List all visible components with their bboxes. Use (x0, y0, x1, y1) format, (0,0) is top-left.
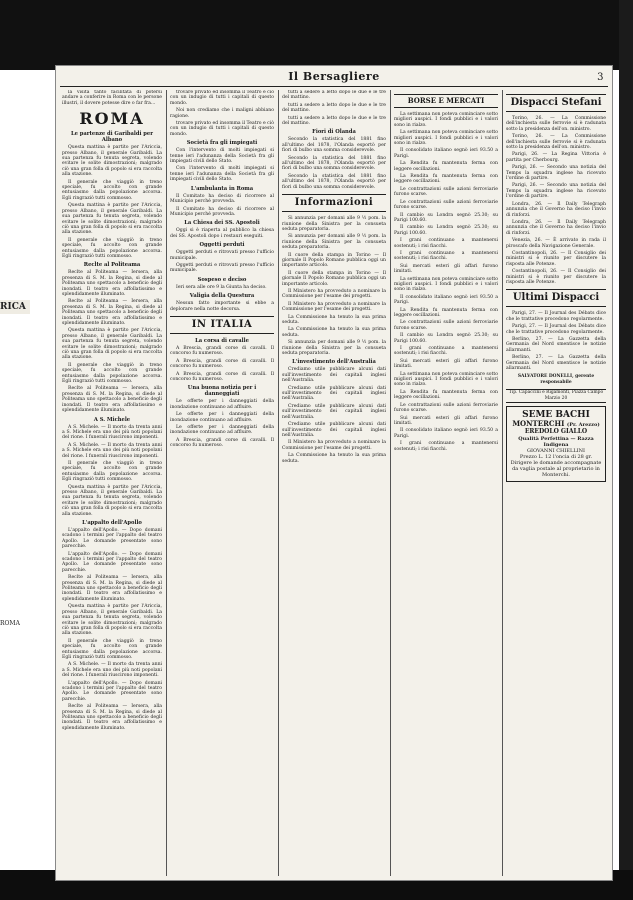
column-3 (282, 90, 386, 876)
ad-brand-name: MONTERCHI (512, 419, 565, 429)
col3-text-5b: Il Ministero ha provveduto a nominare la Commissione per l'esame dei progetti. (282, 301, 386, 313)
col1-body-1d: Questa mattina è partito per l'Ariccia, presso Albano, il generale Garibaldi. La sua partenza fu tenuta segreta, volendo evitare le solite dimostrazioni; malgrado ciò una gran folla di popolo si era raccolta alla stazione. (62, 484, 162, 517)
col5-dispatch-1: Torino, 26. — La Commissione dell'inchiesta sulle ferrovie si è radunata sotto la presidenza dell'on. ministro. (506, 116, 606, 132)
col5-dispatch-3b: Parigi, 26. — Secondo una notizia del Temps la squadra inglese ha ricevuto l'ordine di partire. (506, 183, 606, 200)
col1-body-2: Il generale che viaggiò in treno speciale, fu accolto con grande entusiasmo dalla popolazione accorsa. Egli ringraziò tutti commosso. (62, 179, 162, 201)
masthead-rule (60, 86, 608, 87)
col3-text-2c: Secondo la statistica del 1881 fino all'ultimo del 1878, l'Olanda esportò per fiori di bulbo una somma considerevole. (282, 173, 386, 190)
col2-text-10b: Le offerte per i danneggiati della inondazione continuano ad affluire. (170, 412, 274, 423)
col1-subheading-1: Le partenze di Garibaldi per Albano (71, 131, 153, 144)
col5-dispatch-6: Costantinopoli, 26. — Il Consiglio dei ministri si è riunito per discutere la risposta alle Potenze. (506, 250, 606, 267)
col4-text-1c: La settimana non poteva cominciare sotto migliori auspici. I fondi pubblici e i valori sono in rialzo. (394, 276, 498, 293)
col3-subheading-2: L'investimento dell'Australia (292, 359, 376, 366)
col2-text-7: Ieri sera alle ore 9 la Giunta ha deciso. (176, 284, 267, 290)
col4-text-2: Il consolidato italiano segnò ieri 93.50 a Parigi. (394, 148, 498, 159)
col2-text-10c: Le offerte per i danneggiati della inondazione continuano ad affluire. (170, 425, 274, 436)
col4-text-1d: La settimana non poteva cominciare sotto migliori auspici. I fondi pubblici e i valori sono in rialzo. (394, 371, 498, 388)
col3-text-1c: tutti a sedere a letto dopo le due e le tre del mattino. (282, 115, 386, 127)
section-heading-in-italia: IN ITALIA (170, 316, 274, 334)
printer-line: Tip. Capaccini e Rigamonti, Piazza Campo Marzio 20 (506, 389, 606, 403)
col5-dispatch-7b: Parigi, 27. — Il Journal des Débats dice che le trattative procedono regolarmente. (506, 324, 606, 335)
col1-body-3d: Reclte al Politeama — Iersera, alla presenza di S. M. la Regina, si diede al Politeama uno spettacolo a beneficio degli inondati. Il teatro era affollatissimo e splendidamente illuminato. (62, 575, 162, 602)
col2-subheading-4: Oggetti perduti (199, 242, 245, 249)
ad-place: (Pr. Arezzo) (566, 422, 600, 429)
column-rule (502, 90, 503, 876)
col2-text-4b: Il Comitato ha deciso di ricorrere al Municipio perché provveda. (170, 206, 274, 217)
col3-text-7b: Crediamo utile pubblicare alcuni dati sull'investimento dei capitali inglesi nell'Australia. (282, 385, 386, 402)
col3-text-3b: Si annunzia per domani alle 9 ½ pom. la riunione della Sinistra per la consueta seduta preparatoria. (282, 234, 386, 251)
col2-text-3: Con l'intervento di molti impiegati si tenne ieri l'adunanza della Società fra gli impiegati civili dello Stato. (170, 148, 274, 165)
col5-dispatch-1b: Torino, 26. — La Commissione dell'inchiesta sulle ferrovie si è radunata sotto la presidenza dell'on. ministro. (506, 134, 606, 151)
col3-text-2b: Secondo la statistica del 1881 fino all'ultimo del 1878, l'Olanda esportò per fiori di bulbo una somma considerevole. (282, 155, 386, 172)
column-1 (62, 90, 162, 876)
col2-subheading-3: La Chiesa dei SS. Apostoli (184, 220, 260, 227)
col2-text-1b: trovare privato ed insomma il Teatro e ciò con un indugio di tutti i capitali di questo mondo. (170, 121, 274, 137)
section-heading-roma: ROMA (79, 109, 145, 129)
col5-dispatch-5: Venezia, 26. — È arrivato in rada il piroscafo della Navigazione Generale. (506, 238, 606, 249)
col4-text-7c: Sui mercati esteri gli affari furono limitati. (394, 415, 498, 426)
col5-dispatch-4: Londra, 26. — Il Daily Telegraph annunzia che il Governo ha deciso l'invio di rinforzi. (506, 201, 606, 218)
ad-line-1: Qualità Perfettina — Razza Indigena (518, 436, 594, 449)
col1-intro: la visita tanto facilitata di potersi andare a conferire in Roma con le persone illustri, il dovere potesse dire o far fra... (62, 90, 162, 106)
col4-text-6b: I grani continuano a mantenersi sostenuti; i risi fiacchi. (394, 250, 498, 262)
col1-body-3b: Reclte al Politeama — Iersera, alla presenza di S. M. la Regina, si diede al Politeama uno spettacolo a beneficio degli inondati. Il teatro era affollatissimo e splendidamente illuminato. (62, 299, 162, 326)
col1-body-2b: Il generale che viaggiò in treno speciale, fu accolto con grande entusiasmo dalla popolazione accorsa. Egli ringraziò tutti commosso. (62, 237, 162, 259)
col2-text-5: Oggi si è riaperta al pubblico la chiesa dei SS. Apostoli dopo i restauri eseguiti. (170, 228, 274, 239)
col3-text-5c: Il Ministero ha provveduto a nominare la Commissione per l'esame dei progetti. (282, 440, 386, 451)
page-number: 3 (597, 72, 604, 83)
col3-text-2: Secondo la statistica del 1881 fino all'ultimo del 1878, l'Olanda esportò per fiori di bulbo una somma considerevole. (282, 137, 386, 154)
col1-body-1c: Questa mattina è partito per l'Ariccia, presso Albano, il generale Garibaldi. La sua partenza fu tenuta segreta, volendo evitare le solite dimostrazioni; malgrado ciò una gran folla di popolo si era raccolta alla stazione. (62, 328, 162, 361)
col3-subheading-1: Fiori di Olanda (312, 129, 356, 136)
col3-text-7c: Crediamo utile pubblicare alcuni dati sull'investimento dei capitali inglesi nell'Australia. (282, 403, 386, 420)
section-heading-informazioni: Informazioni (282, 194, 386, 212)
col2-text-4: Il Comitato ha deciso di ricorrere al Municipio perché provveda. (170, 193, 274, 205)
col4-text-3c: La Rendita fu mantenuta ferma con leggere oscillazioni. (394, 307, 498, 318)
column-rule (278, 90, 279, 876)
col1-body-3: Reclte al Politeama — Iersera, alla presenza di S. M. la Regina, si diede al Politeama uno spettacolo a beneficio degli inondati. Il teatro era affollatissimo e splendidamente illuminato. (62, 270, 162, 297)
col4-text-5: Il cambio su Londra segnò 25.30; su Parigi 100.60. (394, 212, 498, 223)
col2-text-3b: Con l'intervento di molti impiegati si tenne ieri l'adunanza della Società fra gli impiegati civili dello Stato. (170, 166, 274, 183)
col2-text-9: A Brescia, grandi corse di cavalli. Il concorso fu numeroso. (170, 345, 274, 357)
col4-text-1: La settimana non poteva cominciare sotto migliori auspici. I fondi pubblici e i valori sono in rialzo. (394, 112, 498, 128)
col1-subheading-4: L'appalto dell'Apollo (82, 520, 142, 526)
column-5 (506, 90, 606, 876)
col4-text-4b: Le contrattazioni sulle azioni ferroviarie furono scarse. (394, 199, 498, 211)
col5-dispatch-7: Parigi, 27. — Il Journal des Débats dice che le trattative procedono regolarmente. (506, 311, 606, 322)
ad-name: EREDOLO GIALLO (524, 428, 588, 436)
col4-text-5c: Il cambio su Londra segnò 25.30; su Parigi 100.60. (394, 333, 498, 344)
col1-subheading-2: Reclte al Politeama (83, 262, 141, 269)
col2-text-2: Noi non crediamo che i maligni abbiano ragione. (170, 108, 274, 119)
adjacent-page-fragment-2: ROMA (0, 620, 20, 627)
col4-text-2c: Il consolidato italiano segnò ieri 93.50 a Parigi. (394, 428, 498, 439)
col2-text-9d: A Brescia, grandi corse di cavalli. Il concorso fu numeroso. (170, 437, 274, 449)
masthead-title: Il Bersagliere (288, 70, 380, 83)
col5-dispatch-8b: Berlino, 27. — La Gazzetta della Germania del Nord smentisce le notizie allarmanti. (506, 355, 606, 372)
column-2 (170, 90, 274, 876)
col1-body-4c: A S. Michele. — Il morto da trenta anni a S. Michele era uno dei più noti popolani del rione. I funerali riuscirono imponenti. (62, 662, 162, 679)
col2-text-8: Nessun fatto importante si ebbe a deplorare nella notte decorsa. (170, 301, 274, 312)
col4-text-1b: La settimana non poteva cominciare sotto migliori auspici. I fondi pubblici e i valori sono in rialzo. (394, 130, 498, 147)
column-4 (394, 90, 498, 876)
col1-body-2e: Il generale che viaggiò in treno speciale, fu accolto con grande entusiasmo dalla popolazione accorsa. Egli ringraziò tutti commosso. (62, 638, 162, 660)
col4-text-4c: Le contrattazioni sulle azioni ferroviarie furono scarse. (394, 320, 498, 331)
col3-text-6b: La Commissione ha tenuto la sua prima seduta. (282, 327, 386, 338)
col2-subheading-6: Valigia della Questura (189, 293, 255, 300)
col5-dispatch-8: Berlino, 27. — La Gazzetta della Germania del Nord smentisce le notizie allarmanti. (506, 337, 606, 353)
col4-text-7: Sui mercati esteri gli affari furono limitati. (394, 263, 498, 275)
col1-body-2d: Il generale che viaggiò in treno speciale, fu accolto con grande entusiasmo dalla popolazione accorsa. Egli ringraziò tutti commosso. (62, 460, 162, 483)
ad-brand (510, 420, 602, 428)
ad-title: SEME BACHI (522, 410, 590, 421)
col4-text-3: La Rendita fu mantenuta ferma con leggere oscillazioni. (394, 161, 498, 172)
col4-text-6d: I grani continuano a mantenersi sostenuti; i risi fiacchi. (394, 441, 498, 452)
col4-text-4: Le contrattazioni sulle azioni ferroviarie furono scarse. (394, 186, 498, 198)
ad-line-4: Dirigere le domande accompagnate da vaglia postale al proprietario in Monterchi. (510, 460, 602, 479)
col4-text-6c: I grani continuano a mantenersi sostenuti; i risi fiacchi. (394, 346, 498, 357)
col2-text-1: trovare privato ed insomma il Teatro e ciò con un indugio di tutti i capitali di questo mondo. (170, 90, 274, 106)
col1-subheading-3: A S. Michele (93, 416, 131, 423)
col1-body-5c: L'appalto dell'Apollo. — Dopo domani scadono i termini per l'appalto del teatro Apollo. Le domande presentate sono parecchie. (62, 680, 162, 702)
ad-line-3: Prezzo L. 12 l'oncia di 28 gr. (519, 454, 593, 461)
col3-text-7d: Crediamo utile pubblicare alcuni dati sull'investimento dei capitali inglesi nell'Australia. (282, 422, 386, 438)
column-rule (166, 90, 167, 876)
col4-text-3b: La Rendita fu mantenuta ferma con leggere oscillazioni. (394, 174, 498, 185)
col4-text-7b: Sui mercati esteri gli affari furono limitati. (394, 358, 498, 370)
col4-text-3d: La Rendita fu mantenuta ferma con leggere oscillazioni. (394, 389, 498, 401)
scan-border-right (619, 0, 633, 900)
col1-body-5: L'appalto dell'Apollo. — Dopo domani scadono i termini per l'appalto del teatro Apollo. Le domande presentate sono parecchie. (62, 528, 162, 550)
col4-text-2b: Il consolidato italiano segnò ieri 93.50 a Parigi. (394, 294, 498, 306)
col3-text-4b: Il cuore della stampa in Torino — Il giornale Il Popolo Romano pubblica oggi un importante articolo. (282, 270, 386, 287)
col2-text-10: Le offerte per i danneggiati della inondazione continuano ad affluire. (170, 399, 274, 410)
col3-text-1b: tutti a sedere a letto dopo le due e le tre del mattino. (282, 102, 386, 114)
col1-body-2c: Il generale che viaggiò in treno speciale, fu accolto con grande entusiasmo dalla popolazione accorsa. Egli ringraziò tutti commosso. (62, 362, 162, 385)
col2-subheading-7: La corsa di cavalle (195, 337, 249, 344)
col2-subheading-8: Una buona notizia per i danneggiati (187, 385, 257, 398)
col4-text-5b: Il cambio su Londra segnò 25.30; su Parigi 100.60. (394, 225, 498, 236)
col1-body-4b: A S. Michele. — Il morto da trenta anni a S. Michele era uno dei più noti popolani del rione. I funerali riuscirono imponenti. (62, 442, 162, 459)
col2-subheading-1: Società fra gli impiegati (186, 140, 258, 147)
newspaper-page (56, 66, 612, 880)
col2-text-6b: Oggetti perduti e ritrovati presso l'ufficio municipale. (170, 262, 274, 274)
section-heading-ultimi-dispacci: Ultimi Dispacci (506, 289, 606, 307)
ad-line-2: GIOVANNI CHIELLINI (527, 448, 585, 455)
col3-text-7: Crediamo utile pubblicare alcuni dati sull'investimento dei capitali inglesi nell'Australia. (282, 367, 386, 384)
col1-body-3c: Reclte al Politeama — Iersera, alla presenza di S. M. la Regina, si diede al Politeama uno spettacolo a beneficio degli inondati. Il teatro era affollatissimo e splendidamente illuminato. (62, 386, 162, 414)
col5-dispatch-6b: Costantinopoli, 26. — Il Consiglio dei ministri si è riunito per discutere la risposta alle Potenze. (506, 269, 606, 285)
col1-body-4: A S. Michele. — Il morto da trenta anni a S. Michele era uno dei più noti popolani del rione. I funerali riuscirono imponenti. (62, 424, 162, 441)
col3-text-4: Il cuore della stampa in Torino — Il giornale Il Popolo Romano pubblica oggi un importante articolo. (282, 252, 386, 269)
col3-text-6: La Commissione ha tenuto la sua prima seduta. (282, 314, 386, 325)
col2-text-6: Oggetti perduti e ritrovati presso l'ufficio municipale. (170, 250, 274, 261)
col3-text-3: Si annunzia per domani alle 9 ½ pom. la riunione della Sinistra per la consueta seduta preparatoria. (282, 216, 386, 232)
col4-text-6: I grani continuano a mantenersi sostenuti; i risi fiacchi. (394, 238, 498, 249)
col5-dispatch-3: Parigi, 26. — Secondo una notizia del Temps la squadra inglese ha ricevuto l'ordine di partire. (506, 165, 606, 182)
col1-body-1: Questa mattina è partito per l'Ariccia, presso Albano, il generale Garibaldi. La sua partenza fu tenuta segreta, volendo evitare le solite dimostrazioni; malgrado ciò una gran folla di popolo si era raccolta alla stazione. (62, 145, 162, 178)
col3-text-3c: Si annunzia per domani alle 9 ½ pom. la riunione della Sinistra per la consueta seduta preparatoria. (282, 340, 386, 357)
col2-text-9b: A Brescia, grandi corse di cavalli. Il concorso fu numeroso. (170, 358, 274, 370)
col2-text-9c: A Brescia, grandi corse di cavalli. Il concorso fu numeroso. (170, 371, 274, 382)
col1-body-1e: Questa mattina è partito per l'Ariccia, presso Albano, il generale Garibaldi. La sua partenza fu tenuta segreta, volendo evitare le solite dimostrazioni; malgrado ciò una gran folla di popolo si era raccolta alla stazione. (62, 604, 162, 637)
col5-dispatch-2: Parigi, 26. — La Regina Vittoria è partita per Cherbourg. (506, 152, 606, 163)
col2-subheading-2: L'ambulanta in Roma (190, 185, 254, 192)
col3-text-1: tutti a sedere a letto dopo le due e le tre del mattino. (282, 90, 386, 101)
col1-body-5b: L'appalto dell'Apollo. — Dopo domani scadono i termini per l'appalto del teatro Apollo. Le domande presentate sono parecchie. (62, 551, 162, 573)
section-heading-borse: BORSE E MERCATI (394, 94, 498, 108)
column-rule (390, 90, 391, 876)
adjacent-page-fragment: RICA (0, 300, 30, 314)
col2-subheading-5: Sospeso e deciso (197, 276, 247, 283)
section-heading-dispacci: Dispacci Stefani (506, 94, 606, 112)
col5-dispatch-4b: Londra, 26. — Il Daily Telegraph annunzia che il Governo ha deciso l'invio di rinforzi. (506, 219, 606, 236)
col3-text-6c: La Commissione ha tenuto la sua prima seduta. (282, 453, 386, 464)
gerente-signature: SALVATORE DONELLI, gerente responsabile (517, 374, 595, 386)
advertisement-seme-bachi (506, 406, 606, 482)
col4-text-4d: Le contrattazioni sulle azioni ferroviarie furono scarse. (394, 402, 498, 414)
col3-text-5: Il Ministero ha provveduto a nominare la Commissione per l'esame dei progetti. (282, 288, 386, 300)
scan-border-top (0, 0, 633, 70)
col1-body-1b: Questa mattina è partito per l'Ariccia, presso Albano, il generale Garibaldi. La sua partenza fu tenuta segreta, volendo evitare le solite dimostrazioni; malgrado ciò una gran folla di popolo si era raccolta alla stazione. (62, 203, 162, 236)
col1-body-3e: Reclte al Politeama — Iersera, alla presenza di S. M. la Regina, si diede al Politeama uno spettacolo a beneficio degli inondati. Il teatro era affollatissimo e splendidamente illuminato. (62, 704, 162, 731)
